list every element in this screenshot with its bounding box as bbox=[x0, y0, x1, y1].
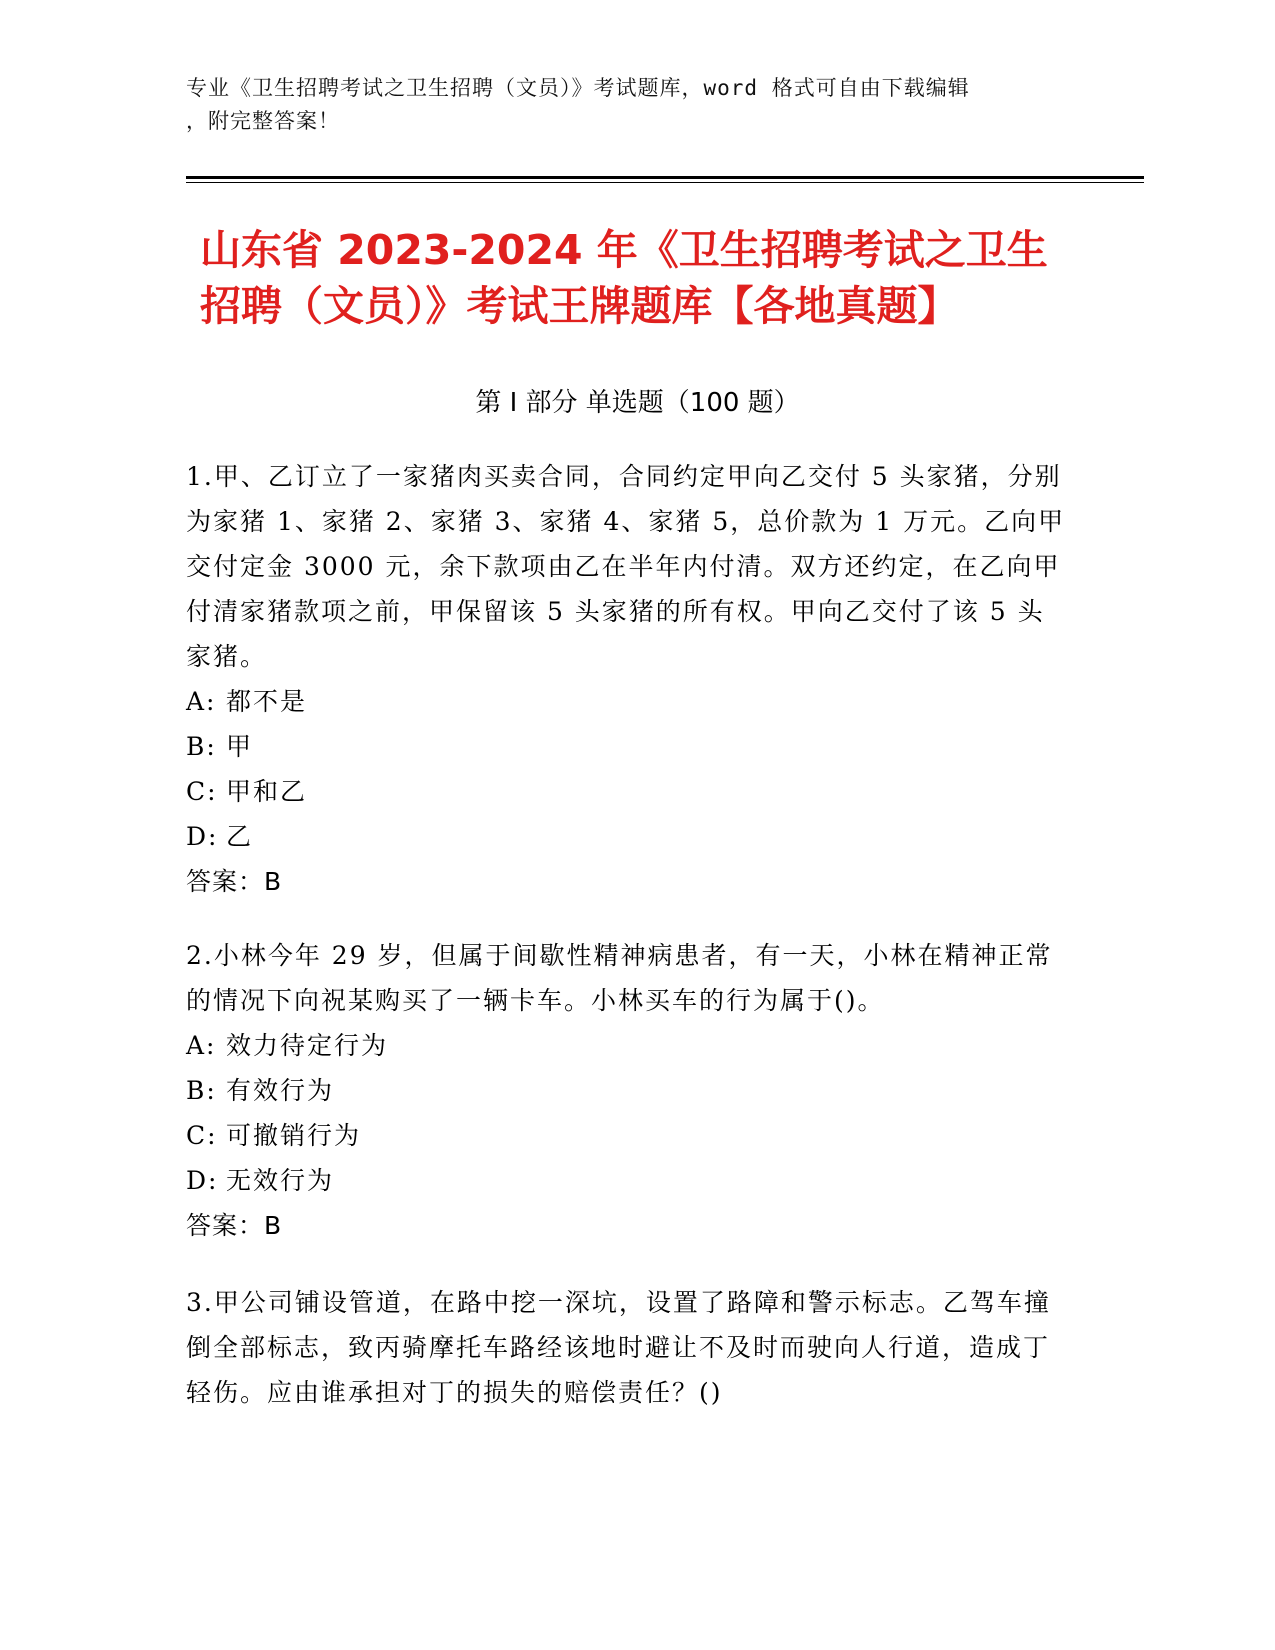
question-2 bbox=[186, 933, 1066, 1248]
question-3 bbox=[186, 1280, 1066, 1415]
header-divider-thick bbox=[186, 176, 1144, 179]
question-stem: 2.小林今年 29 岁，但属于间歇性精神病患者，有一天，小林在精神正常的情况下向祝某购买了一辆卡车。小林买车的行为属于()。 bbox=[186, 941, 1053, 1015]
option-key: A: bbox=[186, 687, 217, 716]
option-a bbox=[186, 679, 1066, 724]
option-c bbox=[186, 769, 1066, 814]
answer-label: 答案：B bbox=[186, 867, 283, 896]
option-text: 甲和乙 bbox=[226, 777, 308, 806]
option-c bbox=[186, 1113, 1066, 1158]
option-b bbox=[186, 724, 1066, 769]
question-stem: 3.甲公司铺设管道，在路中挖一深坑，设置了路障和警示标志。乙驾车撞倒全部标志，致丙骑摩托车路经该地时避让不及时而驶向人行道，造成丁轻伤。应由谁承担对丁的损失的赔偿责任？() bbox=[186, 1288, 1051, 1407]
option-text: 甲 bbox=[226, 732, 254, 761]
option-text: 效力待定行为 bbox=[226, 1031, 389, 1060]
header-divider-thin bbox=[186, 182, 1144, 183]
option-text: 有效行为 bbox=[226, 1076, 335, 1105]
question-stem: 1.甲、乙订立了一家猪肉买卖合同，合同约定甲向乙交付 5 头家猪，分别为家猪 1、家猪 2、家猪 3、家猪 4、家猪 5，总价款为 1 万元。乙向甲交付定金 3000 元，余下款项由乙在半年内付清。双方还约定，在乙向甲付清家猪款项之前，甲保留该 5 头家猪的所有权。甲向乙交付了该 5 头家猪。 bbox=[186, 462, 1066, 671]
option-key: D: bbox=[186, 822, 219, 851]
option-text: 无效行为 bbox=[226, 1166, 335, 1195]
header-line-1: 专业《卫生招聘考试之卫生招聘（文员）》考试题库，word 格式可自由下载编辑 bbox=[186, 76, 970, 100]
title-line-1: 山东省 2023-2024 年《卫生招聘考试之卫生 bbox=[200, 226, 1048, 274]
option-key: B: bbox=[186, 732, 217, 761]
option-key: C: bbox=[186, 1121, 218, 1150]
document-header bbox=[186, 72, 1066, 138]
option-text: 可撤销行为 bbox=[226, 1121, 362, 1150]
section-title: 第 I 部分 单选题（100 题） bbox=[475, 388, 800, 418]
option-text: 乙 bbox=[226, 822, 254, 851]
option-d bbox=[186, 1158, 1066, 1203]
option-a bbox=[186, 1023, 1066, 1068]
option-key: C: bbox=[186, 777, 218, 806]
option-d bbox=[186, 814, 1066, 859]
header-line-2: ，附完整答案！ bbox=[186, 109, 340, 133]
document-title bbox=[200, 222, 1100, 334]
option-key: D: bbox=[186, 1166, 219, 1195]
option-key: B: bbox=[186, 1076, 217, 1105]
option-b bbox=[186, 1068, 1066, 1113]
question-1 bbox=[186, 454, 1066, 904]
title-line-2: 招聘（文员）》考试王牌题库【各地真题】 bbox=[200, 282, 959, 330]
option-text: 都不是 bbox=[226, 687, 308, 716]
option-key: A: bbox=[186, 1031, 217, 1060]
answer-label: 答案：B bbox=[186, 1211, 283, 1240]
